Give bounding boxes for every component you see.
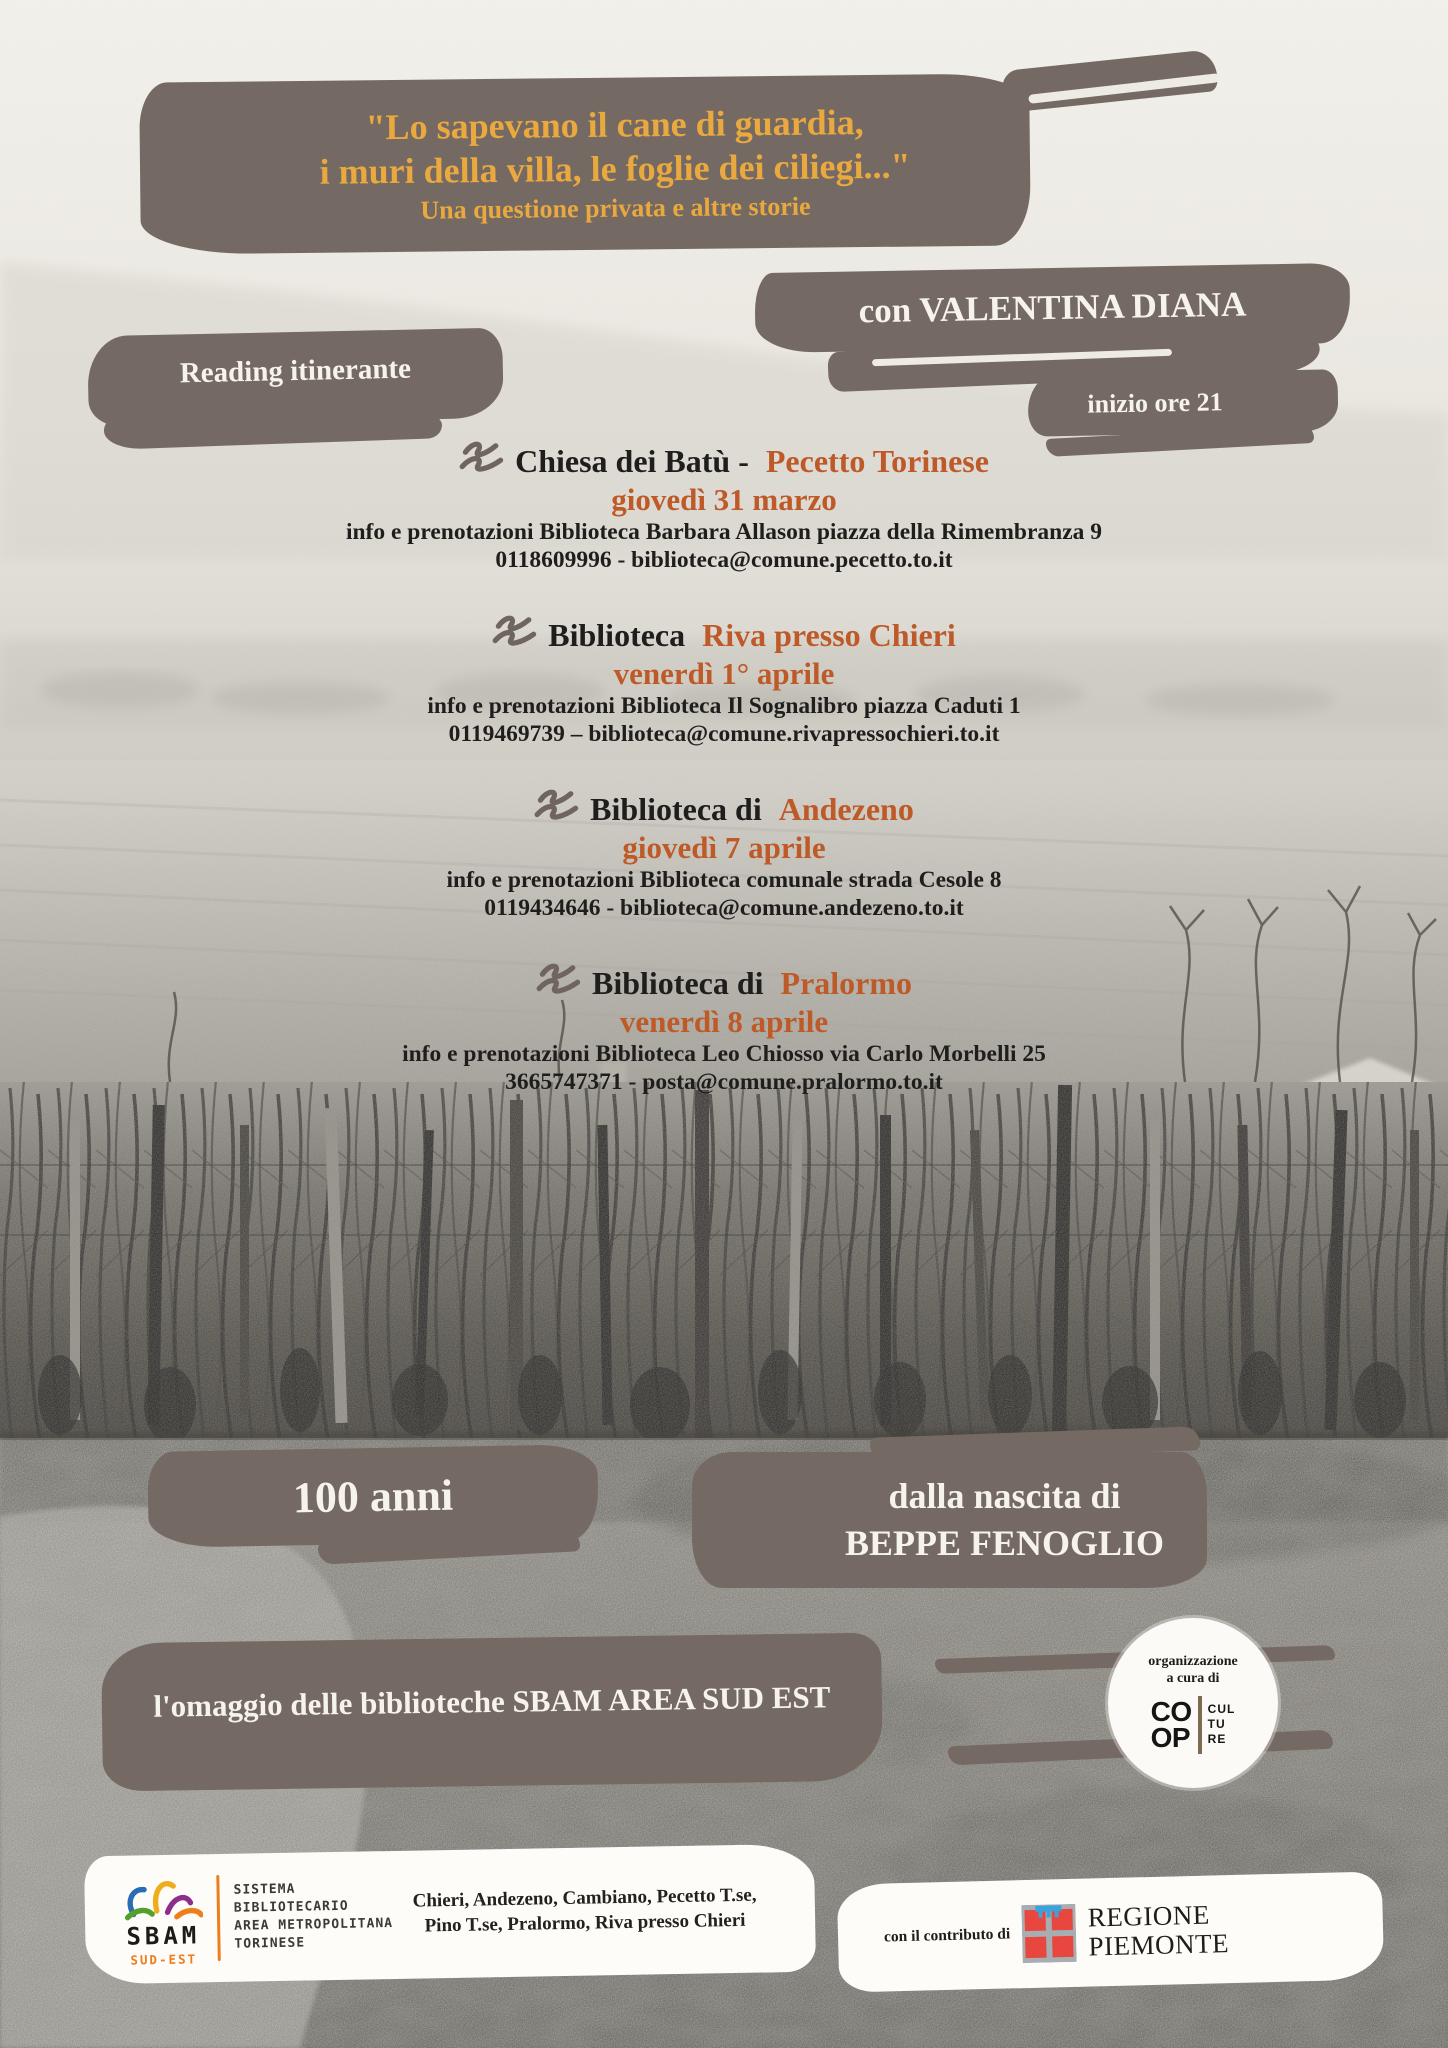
sbam-system-name: SISTEMA BIBLIOTECARIO AREA METROPOLITANA TORINESE xyxy=(233,1881,394,1952)
scribble-icon xyxy=(459,437,507,477)
scribble-icon xyxy=(492,611,540,651)
tribute-banner: l'omaggio delle biblioteche SBAM AREA SUD EST xyxy=(101,1633,883,1792)
event-contact: 3665747371 - posta@comune.pralormo.to.it xyxy=(505,1069,943,1095)
event-contact: 0119434646 - biblioteca@comune.andezeno.to.it xyxy=(484,895,964,921)
coop-logo-cul: CUL xyxy=(1207,1702,1236,1716)
organization-label-2: a cura di xyxy=(1166,1671,1220,1686)
event-contact: 0119469739 – biblioteca@comune.rivapressochieri.to.it xyxy=(448,721,1000,747)
event-contact: 0118609996 - biblioteca@comune.pecetto.to.it xyxy=(495,547,953,573)
event-date: giovedì 31 marzo xyxy=(611,482,837,517)
event-venue: Biblioteca di xyxy=(591,964,764,1001)
event-info: info e prenotazioni Biblioteca comunale strada Cesole 8 xyxy=(446,867,1002,893)
coop-logo-co: CO xyxy=(1150,1695,1192,1727)
event-info: info e prenotazioni Biblioteca Barbara Allason piazza della Rimembranza 9 xyxy=(345,519,1103,545)
region-line-1: REGIONE xyxy=(1087,1899,1211,1933)
event-item xyxy=(0,962,1448,1096)
event-date: giovedì 7 aprile xyxy=(622,830,826,865)
region-line-2: PIEMONTE xyxy=(1088,1928,1230,1962)
sbam-area: SUD-EST xyxy=(130,1950,198,1968)
event-info: info e prenotazioni Biblioteca Leo Chiosso via Carlo Morbelli 25 xyxy=(402,1041,1046,1067)
event-venue-line xyxy=(0,614,1448,656)
event-venue-line xyxy=(0,788,1448,830)
piemonte-crest-icon xyxy=(1021,1904,1076,1963)
reading-banner: Reading itinerante xyxy=(87,328,504,427)
sbam-logo xyxy=(122,1871,204,1967)
coopculture-logo xyxy=(1151,1696,1236,1754)
event-item xyxy=(0,614,1448,748)
scribble-icon xyxy=(534,785,582,825)
performer-banner: con VALENTINA DIANA xyxy=(754,263,1350,353)
coop-logo-re: RE xyxy=(1207,1732,1227,1746)
event-info: info e prenotazioni Biblioteca Il Sognalibro piazza Caduti 1 xyxy=(427,693,1021,719)
event-list xyxy=(0,440,1448,1136)
organization-label-1: organizzazione xyxy=(1148,1653,1238,1669)
coop-logo-divider xyxy=(1198,1696,1202,1754)
contribution-wash xyxy=(837,1871,1384,1992)
event-venue-location: Pecetto Torinese xyxy=(765,442,989,479)
sbam-name: SBAM xyxy=(126,1920,201,1951)
contribution-label: con il contributo di xyxy=(883,1925,1011,1946)
quote-line-2: i muri della villa, le foglie dei ciliegi..." xyxy=(319,145,911,192)
anniversary-line-1: dalla nascita di xyxy=(888,1476,1121,1517)
region-name xyxy=(1087,1900,1229,1962)
event-venue: Biblioteca xyxy=(548,616,686,653)
event-venue: Biblioteca di xyxy=(590,790,762,827)
municipalities-line-1: Chieri, Andezeno, Cambiano, Pecetto T.se, xyxy=(412,1884,757,1912)
anniversary-line-2: BEPPE FENOGLIO xyxy=(844,1523,1165,1563)
event-item xyxy=(0,788,1448,922)
coop-logo-tu: TU xyxy=(1207,1717,1226,1731)
municipalities-list xyxy=(412,1884,757,1939)
scribble-icon xyxy=(536,959,584,999)
event-venue-line xyxy=(0,962,1448,1004)
anniversary-banner xyxy=(692,1452,1207,1588)
sbam-burst-icon xyxy=(122,1871,203,1922)
event-venue: Chiesa dei Batù - xyxy=(515,442,749,479)
event-venue-line xyxy=(0,440,1448,482)
quote-subtitle: Una questione privata e altre storie xyxy=(420,192,811,226)
title-banner xyxy=(139,73,1031,254)
sbam-logo-wash xyxy=(84,1844,816,1985)
event-venue-location: Riva presso Chieri xyxy=(702,616,956,653)
start-time-banner: inizio ore 21 xyxy=(1027,369,1338,436)
anniversary-years-banner: 100 anni xyxy=(147,1444,599,1548)
coopculture-badge xyxy=(1108,1618,1278,1788)
event-date: venerdì 8 aprile xyxy=(619,1004,829,1039)
municipalities-line-2: Pino T.se, Pralormo, Riva presso Chieri xyxy=(424,1909,746,1937)
quote-line-1: "Lo sapevano il cane di guardia, xyxy=(365,101,864,147)
sbam-divider xyxy=(216,1875,221,1961)
coop-logo-op: OP xyxy=(1150,1721,1191,1753)
event-date: venerdì 1° aprile xyxy=(613,656,835,691)
event-venue-location: Pralormo xyxy=(780,964,913,1001)
event-venue-location: Andezeno xyxy=(778,790,914,827)
event-item xyxy=(0,440,1448,574)
